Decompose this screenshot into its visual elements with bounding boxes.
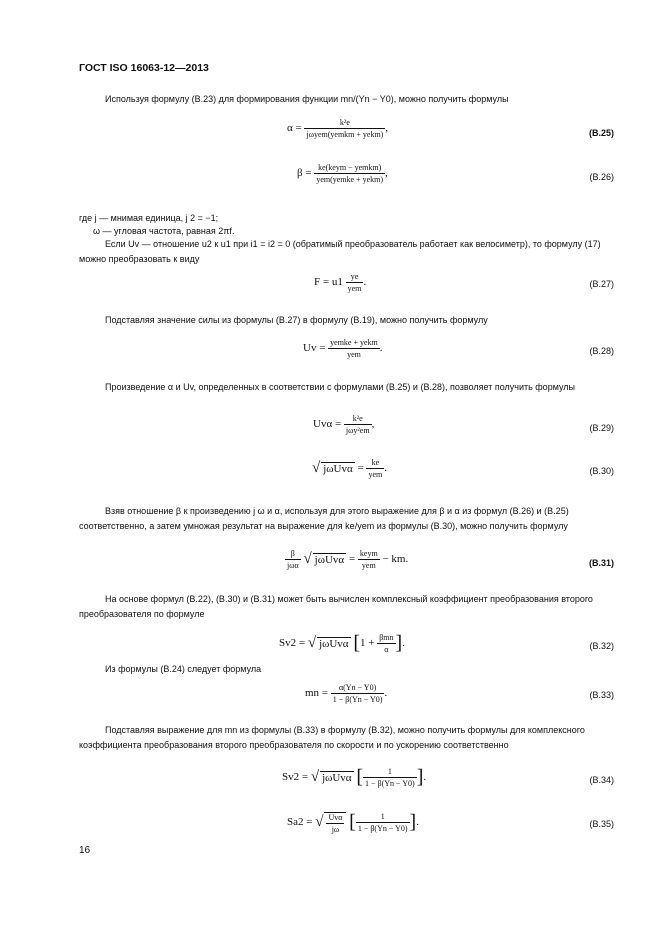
bracket-close: ] [395, 632, 403, 654]
equation-number-b31: (В.31) [588, 558, 614, 568]
radicand: jωUvα [322, 772, 352, 784]
equation-number-b32: (В.32) [589, 641, 614, 651]
eq-numerator: k²e [304, 118, 385, 129]
radical-sign: √ [312, 460, 321, 476]
radicand [324, 812, 346, 834]
equation-number-b26: (В.26) [589, 172, 614, 182]
eq-denominator: yem [347, 350, 361, 359]
paragraph-8: На основе формул (В.22), (В.30) и (В.31) может быть вычислен комплексный коэффициент преобразования второго преобразователя по формуле [79, 594, 593, 619]
paragraph-3: ω — угловая частота, равная 2πf. [93, 226, 235, 236]
document-header: ГОСТ ISO 16063-12—2013 [79, 62, 209, 74]
radical-sign: √ [303, 551, 312, 567]
eq-tail: . [402, 637, 405, 650]
equation-b27 [314, 272, 366, 293]
eq-tail: , [385, 122, 389, 135]
equation-b34 [282, 766, 426, 789]
paragraph-5: Подставляя значение силы из формулы (В.27) в формулу (В.19), можно получить формулу [105, 315, 488, 325]
eq-fraction [366, 458, 384, 479]
eq-tail: , [385, 167, 388, 180]
radical-sign: √ [315, 814, 324, 830]
equation-b26 [297, 163, 388, 184]
eq-tail: . [384, 462, 387, 475]
bracket-close: ] [409, 811, 417, 833]
equation-b35 [287, 811, 419, 834]
bracket-open: [ [349, 811, 356, 833]
eq-tail: − km. [379, 553, 409, 566]
eq-fraction [344, 414, 372, 435]
eq-denominator: yem [347, 284, 362, 293]
eq-lhs: Uv = [303, 342, 326, 355]
equation-number-b33: (В.33) [589, 690, 614, 700]
equation-number-b35: (В.35) [589, 819, 614, 829]
eq-numerator: ye [346, 272, 364, 283]
equation-number-b34: (В.34) [589, 775, 614, 785]
radicand-fraction [326, 813, 344, 834]
radical-sign: √ [310, 769, 320, 785]
eq-bracket-content: 1 + [360, 637, 375, 650]
eq-lhs: Sa2 = [287, 816, 313, 829]
paragraph-7: Взяв отношение β к произведению j ω и α, используя для этого выражение для β и α из формул (В.26) и (В.25) соответственно, а затем умножая результат на выражение для ke/yem из формулы (В.30), можно получить формулу [79, 506, 569, 531]
equation-b29 [313, 414, 374, 435]
paragraph-1: Используя формулу (В.23) для формирования функции mn/(Yn − Y0), можно получить формулы [105, 94, 509, 104]
radicand: jωUvα [319, 638, 349, 650]
eq-lhs: α = [287, 122, 302, 135]
equation-number-b27: (В.27) [589, 279, 614, 289]
eq-lhs: Sv2 = [282, 771, 309, 784]
eq-numerator: 1 [356, 812, 410, 823]
eq-fraction [356, 812, 410, 833]
equation-number-b30: (В.30) [589, 466, 614, 476]
equation-b33 [305, 683, 387, 704]
eq-denominator: 1 − β(Yn − Y0) [357, 824, 408, 833]
paragraph-4: Если Uv — отношение u2 к u1 при i1 = i2 = 0 (обратимый преобразователь работает как велосиметр), то формулу (17) можно преобразовать к виду [79, 239, 601, 264]
eq-equals: = [354, 462, 364, 475]
equation-number-b29: (В.29) [589, 423, 614, 433]
eq-numerator: ke(keym − yemkm) [314, 163, 385, 174]
eq-lhs: Sv2 = [279, 637, 306, 650]
eq-tail: . [379, 342, 383, 355]
equation-b25 [287, 118, 388, 139]
eq-tail: . [416, 816, 419, 829]
eq-fraction [304, 118, 385, 139]
eq-denominator: 1 − β(Yn − Y0) [332, 695, 383, 704]
eq-tail: . [363, 276, 367, 289]
paragraph-9: Из формулы (В.24) следует формула [105, 664, 262, 674]
eq-tail: , [371, 418, 375, 431]
eq-numerator: keym [359, 549, 378, 558]
equation-b30 [312, 458, 387, 479]
eq-numerator: 1 [363, 767, 417, 778]
eq-fraction [328, 338, 380, 359]
eq-tail: . [423, 771, 427, 784]
equation-number-b28: (В.28) [589, 346, 614, 356]
eq-denominator: jωyem(yemkm + yekm) [306, 130, 384, 139]
eq-tail: . [384, 687, 388, 700]
eq-lhs: β = [297, 167, 312, 180]
eq-equals: = [346, 553, 356, 566]
page-number: 16 [79, 845, 91, 856]
eq-numerator: β [285, 549, 301, 560]
eq-lhs: F = u1 [314, 276, 343, 289]
radicand: jωUvα [314, 554, 345, 566]
equation-number-b25: (В.25) [588, 128, 614, 138]
paragraph-10: Подставляя выражение для mn из формулы (В.33) в формулу (В.32), можно получить формулы для комплексного коэффициента преобразования второго преобразователя по скорости и по ускорению соответственно [79, 725, 585, 750]
eq-numerator: ke [366, 458, 384, 469]
radical-sign: √ [307, 635, 317, 651]
bracket-open: [ [353, 632, 360, 654]
eq-fraction [363, 767, 417, 788]
eq-fraction [331, 683, 388, 704]
equation-b31 [285, 549, 408, 570]
eq-fraction-left [285, 549, 301, 570]
eq-numerator: k²e [344, 414, 372, 425]
eq-denominator: jωy²em [345, 426, 370, 435]
eq-fraction [358, 549, 380, 570]
eq-numerator: βmn [379, 633, 394, 642]
eq-fraction [346, 272, 367, 293]
eq-numerator: Uvα [328, 812, 343, 822]
paragraph-2: где j — мнимая единица, j 2 = −1; [79, 213, 219, 223]
eq-fraction [314, 163, 385, 184]
eq-denominator: jω [331, 824, 340, 834]
eq-lhs: mn = [305, 687, 329, 700]
eq-denominator: jωα [287, 561, 299, 570]
bracket-open: [ [356, 766, 363, 788]
eq-denominator: α [384, 645, 389, 654]
eq-denominator: yem(yemke + yekm) [316, 175, 384, 184]
eq-numerator: α(Yn − Y0) [331, 683, 385, 694]
eq-denominator: yem [361, 561, 376, 570]
eq-denominator: yem [368, 470, 383, 479]
eq-numerator: yemke + yekm [330, 338, 378, 347]
radicand: jωUvα [323, 463, 353, 475]
eq-lhs: Uvα = [313, 418, 342, 431]
bracket-close: ] [416, 766, 424, 788]
equation-b32 [279, 632, 405, 655]
paragraph-6: Произведение α и Uv, определенных в соответствии с формулами (В.25) и (В.28), позволяет получить формулы [105, 382, 576, 392]
eq-fraction [377, 633, 395, 654]
equation-b28 [303, 338, 383, 359]
eq-denominator: 1 − β(Yn − Y0) [365, 779, 415, 788]
